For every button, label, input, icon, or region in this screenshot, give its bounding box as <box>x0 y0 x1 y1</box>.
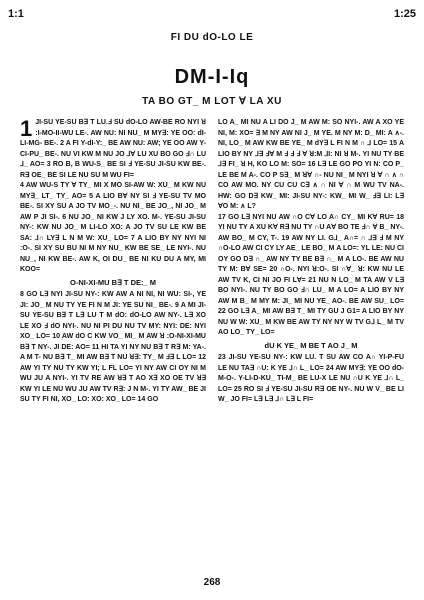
paragraph-text: JI-SU YE-SU B∃ T LU.Ⅎ SU dO-LO AW-BE RO NYI ꓤ :I-MO-II-WU LE-. AW NU: NI NU_ M MY∃: YE OO: dI-LI-MG- BE-. 2 A FI Y-dI-Y:_ BE AW NU: AW; YE OO AW Y-CI-PU_ BE-. NU VI KW M NU JO ⅃∀ LU XU BO GO Ⅎ∩ LU ⅃_ AO= 3 RO B, B WU-S_ BE SI Ⅎ YE-SU JI-SU KW BE-. R∃ OE_ BE SI LE NU SU M WU FI= <box>20 119 206 179</box>
paragraph: 17 GO L∃ NYI NU AW ∩O C∀ LO A∩ CY_ MI K∀ RU= 18 YI NU TY A XU K∀ R∃ NU TY ∩U A∀ BO TE Ⅎ∩ ∀ B_ NY-. AW BO_ M CY, T-. 19 AW NY LI. G⅃_ A∩= ∩ ⅃∃ Ⅎ M NY ∩O-LO AW CI CY LY AE_ LE BO_ M A LO=: YL LE: NU CI OY GO D∃ ∩_ AW NY TY BE B∃ ∩_ M A LO-. BE AW NU TY M: B∀ SE= 20 ∩O-. NYI ꓤ:O-. SI ∩∀_ ꓤ: KW NU LE AW TV K, CI NI JO FI L∀= 21 NU N LO_ M TA AW V L∃ BO NYI-. NU TY BO GO Ⅎ∩ LU_ M A LO= A LIO BY NY AW M B_ M MY M: JI_ MI NU YE_ AO-. BE AW SU_ LO= 22 GO L∃ A_ MI AW B∃ T_ MI TY GU J G1= A LIO BY NY NU W W: XU_ M KW BE AW TY NY NY W TV G⅃ L_ M TV AO LO_ TY_ LO= <box>218 213 404 336</box>
book-title: DM-I-Iq <box>174 66 250 88</box>
text-columns <box>20 118 404 570</box>
page-number: 268 <box>203 577 221 588</box>
paragraph: LO A_ MI NU A LI DO J_ M AW M: SO NYI-. AW A XO YE NI, M: XO= ∃ M NY AW NI J_ M YE. M NY M: D_ MI: A ∧-. NI, LO_ M AW KW BE YE_ M dY∃ L FI N M ∩ ⅃ LO= 15 A LIO BY NY ⅃∃ Ⅎ∀ M Ⅎ Ⅎ Ⅎ ∀ ꓤ:M ⅃I: NI ꓤ M-. YI NU TY BE ⅃∃ FI_ ꓤ H, KO LO M: SO= 16 L∃ LE GO PO YI N: CO P_ LE BE M A-. CO P S∃_ M ꓤ∀ ∩- NU NI_ M NYI ꓤ ∀ ∩ ∧ ∩ CO AW MO. NY CU CU C∃ ∧ ∩ NI ∀ ∩ M WU TV NA-. HW: GO D∃ KW_ MI: JI-SU NY-: KW_ MI W_ Ⅎ∃ LI: L∃ ∀O M: ∧ L? <box>218 119 404 210</box>
book-subtitle: TA BO GT_ M LOT ∀ LA XU <box>142 96 282 107</box>
chapter-dropcap: 1 <box>20 118 33 141</box>
paragraph: 8 GO L∃ NYI JI-SU NY-: KW AW A NI NI, NI WU: SI-, YE JI: JO_ M NU TY YE FI N M JI: YE SU NI_ BE-. 9 A MI JI-SU YE-SU B∃ T L∃ LU T M dO: dO-LO AW NY-. L∃ XO LE XO Ⅎ dO NYI-. NU NI PI DU NU TV MY: NYI: DE: NYI XO_ LO= 10 AW dO C KW VO_ MI_ M AW ꓤ :O-NI-XI-MU B∃ T NY-. JI DE: AO= 11 HI TA YI NY NU B∃ T R∃ M: YA-. A M T- NU B∃ T_ MI AW B∃ T NU ꓤ∃: TY_ M Ⅎ∃ L LO= 12 AW YI TY NU TY KW YI; L FL LO= YI NY AW CI OY NI M WU JU A NYI-. YI TV RE AW ꓤ∃ T AO X∃ XO OE TV ꓤ∃ KW YI LE NU WU JU AW TV R∃: J N M-. YI TY AW_ BE JI SU TY FI NI, XO_ LO: XO: XO_ LO= 14 GO <box>20 291 206 403</box>
left-column <box>20 118 206 570</box>
section-heading: O-NI-XI-MU B∃ T DE:_ M <box>70 277 156 287</box>
right-column <box>218 118 404 570</box>
running-header <box>0 6 424 30</box>
section-heading: dU K YE_ M BE T AO J_ M <box>264 340 358 350</box>
running-title: FI DU dO-LO LE <box>170 32 254 43</box>
paragraph <box>20 118 206 181</box>
paragraph: 23 JI-SU YE-SU NY-: KW LU. T SU AW CO A∩ YI-P-FU LE NU TA∃ ∩U: K YE ⅃∩ L_ LO= 24 AW MY∃: YE OO dO- M-O-. Y-LI-D-KU_ TI-M_ BE LU-X LE NU ∩U K YE ⅃∩ L_ LO= 25 RO SI Ⅎ YE-SU JI-SU R∃ OE NY-. NU W V_ BE LI W_ JO FI= L∃ L∃ ⅃∩ L∃ L FI= <box>218 354 404 403</box>
paragraph: 4 AW WU-S TY ∀ TY_ MI X MO SI-AW W: XU_ M KW NU MY∃_ LT_ TY_ AO= 5 A LIO B∀ NY SI Ⅎ YE-SU TV MO BE-. SI XY SU A JO TV MO_-. NU NI_ BE JO_, NI JO_ M AW P JI SI-. 6 NU JO_ NI KW J LY XO. M-. YE-SU JI-SU NY-: KW NU JO_ M LI-LO XO: A JO TV SU LE KW BE SA: ⅃∩ LY∃ L N M W: XU_ LO= 7 A LIO BY NY NYI NI :O-. SI XY SU BU NI M NY NU_ KW BE SE_ LE NYI-. NU NU_, NI KW BE-. AW K, OI DU_ BE NI KU DU A MY, MI KOO= <box>20 182 206 273</box>
chapter-verse-end: 1:25 <box>393 8 416 20</box>
chapter-verse-start: 1:1 <box>8 8 24 20</box>
